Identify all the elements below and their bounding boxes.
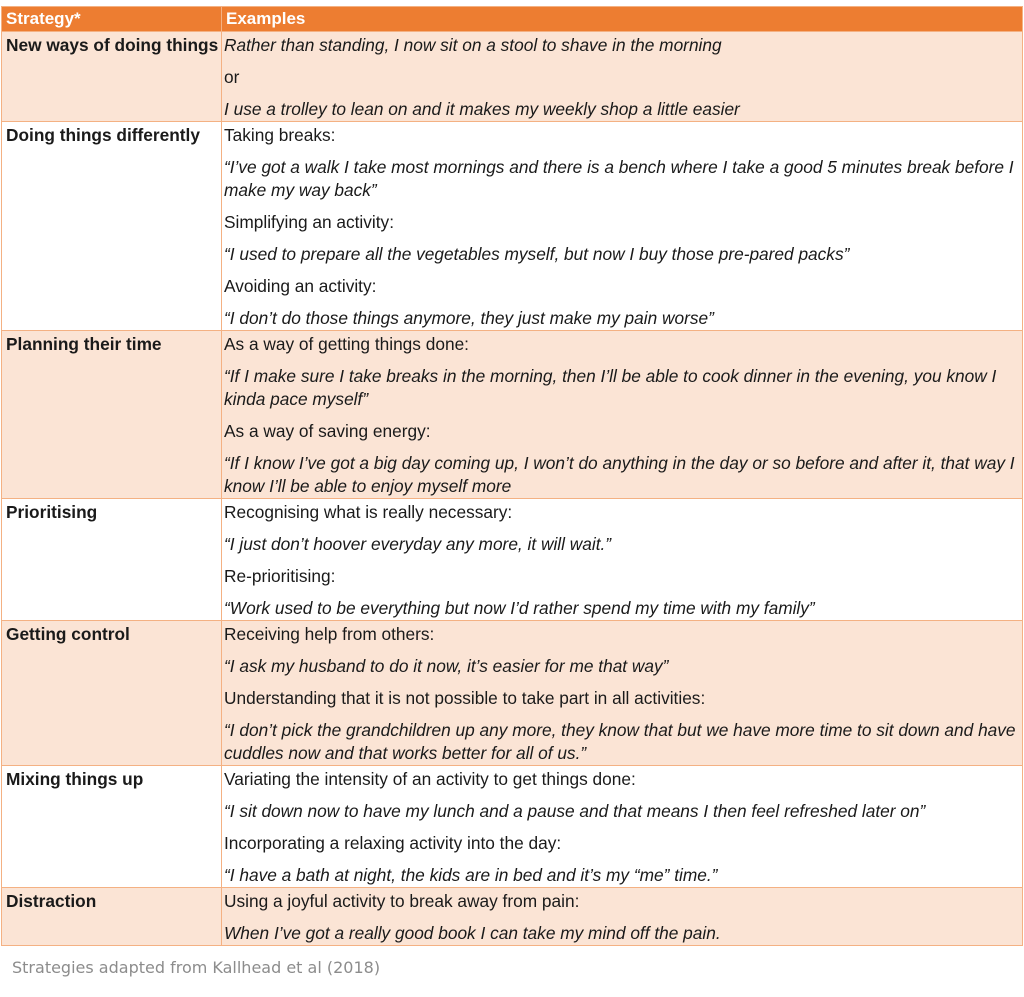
example-label: Receiving help from others: — [224, 624, 435, 644]
table-row — [2, 331, 1023, 499]
table-row — [2, 32, 1023, 122]
example-quote: Rather than standing, I now sit on a stool to shave in the morning — [224, 35, 722, 55]
example-quote: “I just don’t hoover everyday any more, it will wait.” — [224, 534, 612, 554]
header-examples: Examples — [222, 7, 1023, 32]
example-label: As a way of getting things done: — [224, 334, 469, 354]
example-quote: “I’ve got a walk I take most mornings and there is a bench where I take a good 5 minutes break before I make my way back” — [224, 157, 1014, 200]
example-quote: “I ask my husband to do it now, it’s easier for me that way” — [224, 656, 669, 676]
example-quote: “I sit down now to have my lunch and a pause and that means I then feel refreshed later on” — [224, 801, 926, 821]
table-row — [2, 621, 1023, 766]
example-label: or — [224, 67, 240, 87]
example-label: Incorporating a relaxing activity into the day: — [224, 833, 562, 853]
example-label: Recognising what is really necessary: — [224, 502, 513, 522]
strategy-cell: Mixing things up — [2, 766, 222, 888]
examples-cell — [222, 32, 1023, 122]
examples-cell — [222, 499, 1023, 621]
example-quote: “If I know I’ve got a big day coming up, I won’t do anything in the day or so before and after it, that way I know I’ll be able to enjoy myself more — [224, 453, 1015, 496]
example-quote: “I have a bath at night, the kids are in bed and it’s my “me” time.” — [224, 865, 718, 885]
table-row — [2, 888, 1023, 946]
example-label: Variating the intensity of an activity to get things done: — [224, 769, 636, 789]
strategy-cell: Doing things differently — [2, 122, 222, 331]
strategy-cell: Prioritising — [2, 499, 222, 621]
examples-cell — [222, 888, 1023, 946]
table-row — [2, 122, 1023, 331]
example-quote: I use a trolley to lean on and it makes my weekly shop a little easier — [224, 99, 740, 119]
example-label: Simplifying an activity: — [224, 212, 394, 232]
example-label: As a way of saving energy: — [224, 421, 431, 441]
examples-cell — [222, 331, 1023, 499]
example-quote: When I’ve got a really good book I can take my mind off the pain. — [224, 923, 721, 943]
table-header-row — [2, 7, 1023, 32]
example-quote: “If I make sure I take breaks in the morning, then I’ll be able to cook dinner in the evening, you know I kinda pace myself” — [224, 366, 997, 409]
examples-cell — [222, 766, 1023, 888]
example-label: Using a joyful activity to break away from pain: — [224, 891, 580, 911]
example-quote: “Work used to be everything but now I’d rather spend my time with my family” — [224, 598, 815, 618]
examples-cell — [222, 122, 1023, 331]
strategy-cell: Getting control — [2, 621, 222, 766]
example-quote: “I used to prepare all the vegetables myself, but now I buy those pre-pared packs” — [224, 244, 850, 264]
table-body — [2, 32, 1023, 946]
header-strategy: Strategy* — [2, 7, 222, 32]
example-quote: “I don’t pick the grandchildren up any more, they know that but we have more time to sit down and have cuddles now and that works better for all of us.” — [224, 720, 1016, 763]
example-label: Understanding that it is not possible to take part in all activities: — [224, 688, 706, 708]
table-row — [2, 499, 1023, 621]
strategies-table — [1, 6, 1023, 946]
example-label: Avoiding an activity: — [224, 276, 377, 296]
strategy-cell: New ways of doing things — [2, 32, 222, 122]
example-quote: “I don’t do those things anymore, they just make my pain worse” — [224, 308, 714, 328]
strategy-cell: Planning their time — [2, 331, 222, 499]
examples-cell — [222, 621, 1023, 766]
example-label: Re-prioritising: — [224, 566, 336, 586]
example-label: Taking breaks: — [224, 125, 336, 145]
source-caption: Strategies adapted from Kallhead et al (2018) — [12, 958, 381, 977]
strategy-cell: Distraction — [2, 888, 222, 946]
table-row — [2, 766, 1023, 888]
